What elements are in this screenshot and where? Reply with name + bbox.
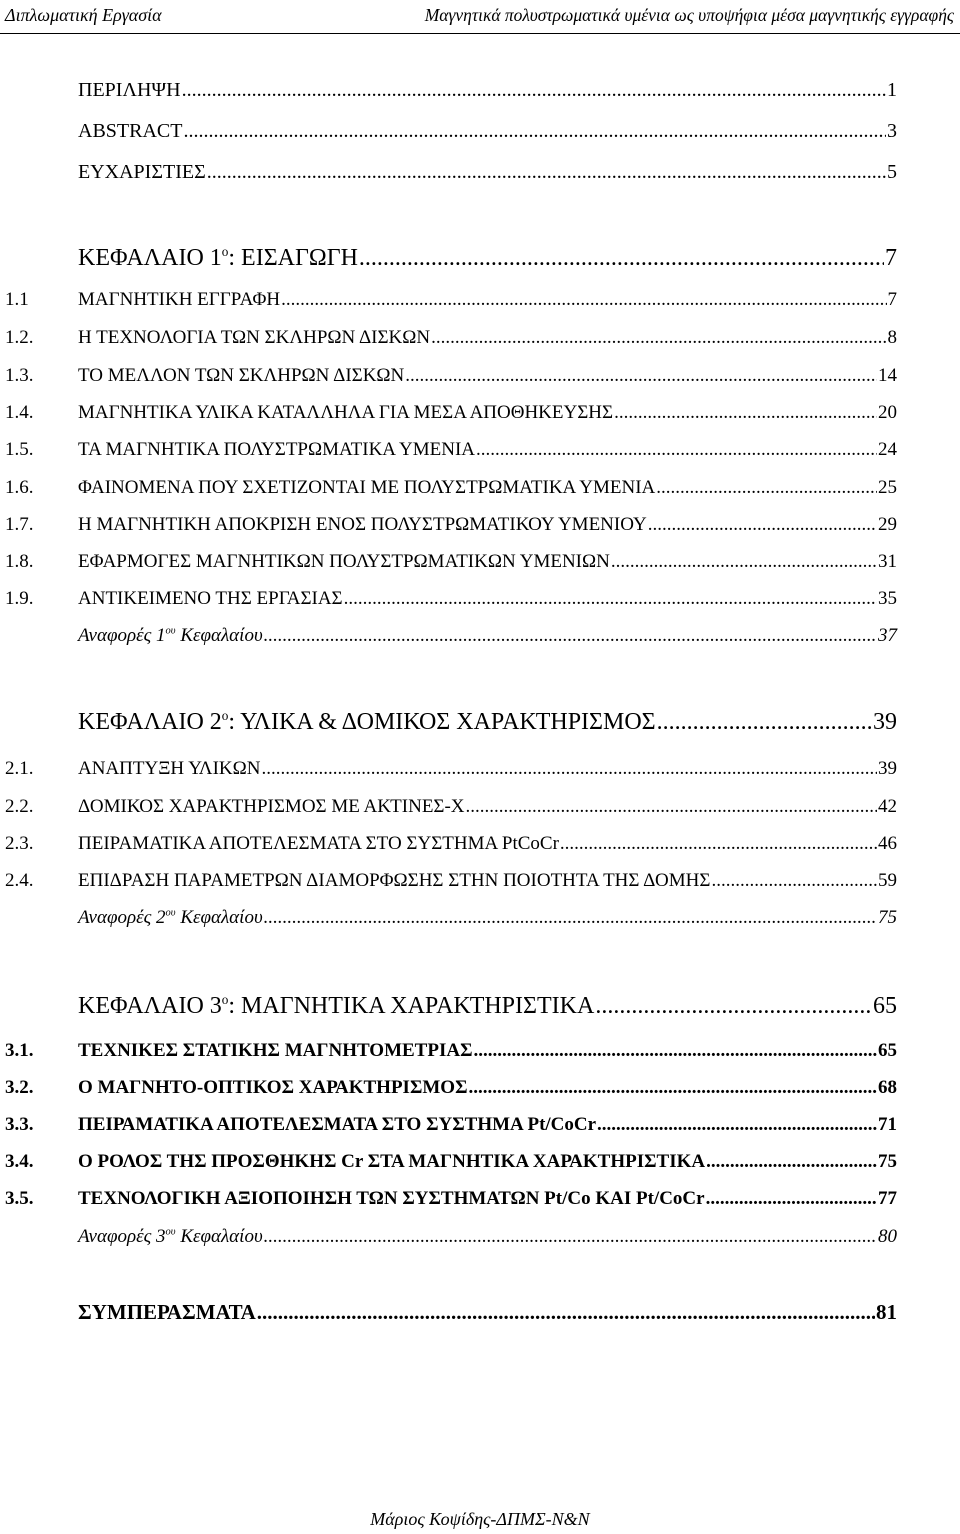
toc-entry-body	[78, 241, 897, 275]
header-thesis-title: Μαγνητικά πολυστρωματικά υμένια ως υποψήφια μέσα μαγνητικής εγγραφής	[424, 5, 954, 25]
toc-entry-title	[78, 1223, 263, 1251]
toc-entry-number: 3.1.	[5, 1040, 34, 1061]
toc-entry-body	[78, 436, 897, 464]
toc-entry-title	[78, 286, 280, 314]
toc-entry-body	[78, 399, 897, 427]
toc-entry-title-text: ΑΝΑΠΤΥΞΗ ΥΛΙΚΩΝ	[78, 758, 261, 779]
toc-entry-leader-dots	[182, 76, 886, 104]
toc-entry-title	[78, 1298, 256, 1326]
toc-entry-body	[78, 1074, 897, 1102]
toc-entry-ordinal-suffix: ο	[221, 244, 229, 259]
toc-entry-body	[78, 76, 897, 104]
toc-entry-leader-dots	[469, 1074, 877, 1102]
toc-entry-title-text: ΜΑΓΝΗΤΙΚΗ ΕΓΓΡΑΦΗ	[78, 289, 281, 310]
toc-entry[interactable]	[0, 585, 960, 613]
header-divider	[0, 33, 960, 34]
toc-entry-page-number: 25	[878, 477, 897, 498]
toc-entry-title-text: ΔΟΜΙΚΟΣ ΧΑΡΑΚΤΗΡΙΣΜΟΣ ΜΕ ΑΚΤΙΝΕΣ-Χ	[78, 796, 465, 817]
toc-entry-leader-dots	[264, 1223, 877, 1251]
toc-entry[interactable]	[0, 511, 960, 539]
toc-entry-ordinal-suffix: ου	[165, 625, 176, 637]
toc-entry-page-number: 65	[873, 993, 897, 1019]
toc-entry[interactable]	[0, 158, 960, 186]
toc-entry-number: 1.2.	[5, 327, 34, 348]
toc-entry[interactable]	[0, 548, 960, 576]
toc-entry-page-number: 80	[878, 1226, 897, 1247]
toc-entry-number: 1.1	[5, 289, 29, 310]
toc-entry-title	[78, 830, 559, 858]
toc-entry-number: 1.6.	[5, 477, 34, 498]
toc-entry-body	[78, 1298, 897, 1326]
toc-entry-body	[78, 1223, 897, 1251]
toc-entry-title-text: ΚΕΦΑΛΑΙΟ 1	[78, 245, 222, 271]
toc-entry-title-rest: Κεφαλαίου	[175, 1226, 263, 1247]
toc-entry-leader-dots	[264, 622, 877, 650]
toc-entry[interactable]	[0, 436, 960, 464]
toc-entry-title-text: Αναφορές 1	[78, 625, 166, 646]
toc-entry-body	[78, 474, 897, 502]
toc-entry-title-text: ΚΕΦΑΛΑΙΟ 3	[78, 993, 222, 1019]
toc-entry-leader-dots	[257, 1298, 875, 1326]
toc-entry-page-number: 20	[878, 402, 897, 423]
toc-entry-body	[78, 362, 897, 390]
toc-entry-page-number: 31	[878, 551, 897, 572]
toc-entry-leader-dots	[207, 158, 886, 186]
toc-entry[interactable]	[0, 1074, 960, 1102]
toc-entry-title	[78, 1148, 705, 1176]
toc-entry-page-number: 59	[878, 870, 897, 891]
toc-entry-title-text: ΕΥΧΑΡΙΣΤΙΕΣ	[78, 161, 206, 183]
toc-entry-title	[78, 548, 610, 576]
toc-entry-leader-dots	[344, 585, 877, 613]
toc-entry-body	[78, 1185, 897, 1213]
toc-entry-number: 3.4.	[5, 1151, 34, 1172]
toc-entry-title-text: Η ΜΑΓΝΗΤΙΚΗ ΑΠΟΚΡΙΣΗ ΕΝΟΣ ΠΟΛΥΣΤΡΩΜΑΤΙΚΟΥ ΥΜΕΝΙΟΥ	[78, 514, 647, 535]
toc-entry-title-rest: Κεφαλαίου	[175, 907, 263, 928]
toc-entry[interactable]	[0, 755, 960, 783]
toc-entry-page-number: 5	[887, 161, 897, 183]
toc-entry-leader-dots	[597, 1111, 877, 1139]
toc-entry[interactable]	[0, 867, 960, 895]
toc-entry-leader-dots	[560, 830, 877, 858]
toc-entry-title-text: ΣΥΜΠΕΡΑΣΜΑΤΑ	[78, 1300, 256, 1324]
toc-entry-page-number: 77	[878, 1188, 897, 1209]
toc-entry-title	[78, 904, 263, 932]
toc-entry[interactable]	[0, 324, 960, 352]
toc-entry-leader-dots	[183, 117, 886, 145]
toc-entry[interactable]	[0, 362, 960, 390]
toc-entry-body	[78, 622, 897, 650]
toc-entry-page-number: 7	[885, 245, 897, 271]
toc-entry-leader-dots	[706, 1185, 877, 1213]
toc-entry-number: 1.4.	[5, 402, 34, 423]
toc-entry-body	[78, 1111, 897, 1139]
toc-entry-page-number: 1	[887, 79, 897, 101]
toc-entry-leader-dots	[711, 867, 877, 895]
toc-entry-ordinal-suffix: ου	[165, 1226, 176, 1238]
toc-entry-body	[78, 755, 897, 783]
toc-entry-title	[78, 399, 613, 427]
toc-entry-page-number: 29	[878, 514, 897, 535]
toc-entry-number: 3.2.	[5, 1077, 34, 1098]
toc-entry-title	[78, 1074, 468, 1102]
toc-entry-title-text: ΜΑΓΝΗΤΙΚΑ ΥΛΙΚΑ ΚΑΤΑΛΛΗΛΑ ΓΙΑ ΜΕΣΑ ΑΠΟΘΗΚΕΥΣΗΣ	[78, 402, 614, 423]
toc-entry[interactable]	[0, 76, 960, 104]
toc-entry-page-number: 75	[878, 907, 897, 928]
toc-entry-leader-dots	[657, 705, 872, 739]
toc-entry-leader-dots	[466, 793, 877, 821]
toc-entry-page-number: 75	[878, 1151, 897, 1172]
toc-entry[interactable]	[0, 705, 960, 739]
toc-entry-page-number: 39	[873, 709, 897, 735]
toc-entry-body	[78, 705, 897, 739]
toc-entry-body	[78, 1148, 897, 1176]
toc-entry[interactable]	[0, 1148, 960, 1176]
toc-entry-number: 2.1.	[5, 758, 34, 779]
toc-entry-page-number: 37	[878, 625, 897, 646]
toc-entry-title-text: Αναφορές 2	[78, 907, 166, 928]
toc-entry-number: 2.4.	[5, 870, 34, 891]
toc-entry-body	[78, 867, 897, 895]
toc-entry-title	[78, 117, 182, 145]
page-footer-author: Μάριος Κοψίδης-ΔΠΜΣ-Ν&Ν	[370, 1509, 590, 1529]
toc-entry-body	[78, 117, 897, 145]
toc-entry-title	[78, 158, 206, 186]
toc-entry-body	[78, 904, 897, 932]
toc-entry-page-number: 8	[887, 327, 897, 348]
toc-entry-title-text: Ο ΜΑΓΝΗΤΟ-ΟΠΤΙΚΟΣ ΧΑΡΑΚΤΗΡΙΣΜΟΣ	[78, 1077, 468, 1098]
toc-entry-leader-dots	[595, 989, 872, 1023]
toc-entry-number: 1.9.	[5, 588, 34, 609]
toc-entry-leader-dots	[474, 1037, 877, 1065]
toc-entry-title-text: ΤΕΧΝΙΚΕΣ ΣΤΑΤΙΚΗΣ ΜΑΓΝΗΤΟΜΕΤΡΙΑΣ	[78, 1040, 473, 1061]
toc-entry-title-text: Ο ΡΟΛΟΣ ΤΗΣ ΠΡΟΣΘΗΚΗΣ Cr ΣΤΑ ΜΑΓΝΗΤΙΚΑ ΧΑΡΑΚΤΗΡΙΣΤΙΚΑ	[78, 1151, 706, 1172]
toc-entry-leader-dots	[706, 1148, 877, 1176]
toc-entry-number: 2.3.	[5, 833, 34, 854]
toc-entry-page-number: 65	[878, 1040, 897, 1061]
toc-entry-page-number: 24	[878, 439, 897, 460]
toc-entry-body	[78, 158, 897, 186]
toc-entry-page-number: 14	[878, 365, 897, 386]
toc-entry-leader-dots	[656, 474, 877, 502]
toc-entry-title-text: Αναφορές 3	[78, 1226, 166, 1247]
toc-entry-page-number: 35	[878, 588, 897, 609]
toc-entry-leader-dots	[476, 436, 877, 464]
toc-entry-page-number: 71	[878, 1114, 897, 1135]
toc-entry[interactable]	[0, 622, 960, 650]
toc-entry-title	[78, 362, 404, 390]
toc-entry-title-text: ΠΕΙΡΑΜΑΤΙΚΑ ΑΠΟΤΕΛΕΣΜΑΤΑ ΣΤΟ ΣΥΣΤΗΜΑ Pt/CoCr	[78, 1114, 597, 1135]
toc-entry-title	[78, 1111, 596, 1139]
toc-entry-title-text: ΚΕΦΑΛΑΙΟ 2	[78, 709, 222, 735]
toc-entry-leader-dots	[648, 511, 877, 539]
toc-entry-page-number: 39	[878, 758, 897, 779]
toc-entry[interactable]	[0, 1298, 960, 1326]
toc-entry[interactable]	[0, 1223, 960, 1251]
toc-entry-title	[78, 1037, 473, 1065]
toc-entry-title	[78, 755, 260, 783]
toc-entry-number: 1.3.	[5, 365, 34, 386]
toc-entry[interactable]	[0, 793, 960, 821]
toc-entry[interactable]	[0, 830, 960, 858]
toc-entry-ordinal-suffix: ου	[165, 907, 176, 919]
toc-entry-title	[78, 622, 263, 650]
toc-entry-title	[78, 474, 655, 502]
toc-entry-page-number: 68	[878, 1077, 897, 1098]
toc-entry-title	[78, 436, 475, 464]
toc-entry-title	[78, 989, 594, 1023]
toc-entry-page-number: 46	[878, 833, 897, 854]
toc-entry-title-text: ΕΦΑΡΜΟΓΕΣ ΜΑΓΝΗΤΙΚΩΝ ΠΟΛΥΣΤΡΩΜΑΤΙΚΩΝ ΥΜΕΝΙΩΝ	[78, 551, 610, 572]
toc-entry-body	[78, 585, 897, 613]
toc-entry-page-number: 81	[876, 1300, 897, 1324]
toc-entry[interactable]	[0, 989, 960, 1023]
toc-entry-body	[78, 793, 897, 821]
toc-entry-leader-dots	[431, 324, 886, 352]
toc-entry-title	[78, 511, 647, 539]
toc-entry-title	[78, 585, 343, 613]
toc-entry-title	[78, 241, 358, 275]
toc-entry-ordinal-suffix: ο	[221, 992, 229, 1007]
toc-entry-number: 3.3.	[5, 1114, 34, 1135]
toc-entry-title-text: ΕΠΙΔΡΑΣΗ ΠΑΡΑΜΕΤΡΩΝ ΔΙΑΜΟΡΦΩΣΗΣ ΣΤΗΝ ΠΟΙΟΤΗΤΑ ΤΗΣ ΔΟΜΗΣ	[78, 870, 711, 891]
toc-entry[interactable]	[0, 1111, 960, 1139]
toc-entry-title	[78, 705, 656, 739]
toc-entry[interactable]	[0, 1037, 960, 1065]
toc-entry-ordinal-suffix: ο	[221, 708, 229, 723]
toc-entry-number: 1.8.	[5, 551, 34, 572]
toc-entry-title-rest: : ΥΛΙΚΑ & ΔΟΜΙΚΟΣ ΧΑΡΑΚΤΗΡΙΣΜΟΣ	[228, 709, 656, 735]
toc-entry[interactable]	[0, 241, 960, 275]
toc-entry-leader-dots	[405, 362, 877, 390]
toc-entry-number: 1.7.	[5, 514, 34, 535]
toc-entry[interactable]	[0, 474, 960, 502]
toc-entry-leader-dots	[281, 286, 886, 314]
toc-entry-title	[78, 793, 465, 821]
toc-entry-leader-dots	[261, 755, 877, 783]
toc-entry-body	[78, 511, 897, 539]
toc-entry-title-text: ABSTRACT	[78, 120, 183, 142]
toc-entry[interactable]	[0, 904, 960, 932]
toc-entry-title-text: ΠΕΙΡΑΜΑΤΙΚΑ ΑΠΟΤΕΛΕΣΜΑΤΑ ΣΤΟ ΣΥΣΤΗΜΑ PtCoCr	[78, 833, 559, 854]
toc-entry-leader-dots	[614, 399, 877, 427]
header-thesis-type: Διπλωματική Εργασία	[5, 5, 162, 25]
toc-entry-title	[78, 867, 710, 895]
toc-entry[interactable]	[0, 1185, 960, 1213]
toc-entry-title-text: ΑΝΤΙΚΕΙΜΕΝΟ ΤΗΣ ΕΡΓΑΣΙΑΣ	[78, 588, 343, 609]
toc-entry-page-number: 42	[878, 796, 897, 817]
toc-entry-number: 3.5.	[5, 1188, 34, 1209]
toc-entry-number: 1.5.	[5, 439, 34, 460]
toc-entry-page-number: 7	[887, 289, 897, 310]
toc-entry[interactable]	[0, 399, 960, 427]
toc-entry-leader-dots	[264, 904, 877, 932]
toc-entry-title-rest: : ΜΑΓΝΗΤΙΚΑ ΧΑΡΑΚΤΗΡΙΣΤΙΚΑ	[228, 993, 595, 1019]
toc-entry-body	[78, 548, 897, 576]
toc-entry-body	[78, 324, 897, 352]
toc-entry-leader-dots	[359, 241, 884, 275]
toc-entry-title-text: ΤΟ ΜΕΛΛΟΝ ΤΩΝ ΣΚΛΗΡΩΝ ΔΙΣΚΩΝ	[78, 365, 405, 386]
toc-entry[interactable]	[0, 117, 960, 145]
toc-entry-title	[78, 76, 181, 104]
toc-entry-body	[78, 989, 897, 1023]
toc-entry-number: 2.2.	[5, 796, 34, 817]
toc-entry-title-text: ΤΑ ΜΑΓΝΗΤΙΚΑ ΠΟΛΥΣΤΡΩΜΑΤΙΚΑ ΥΜΕΝΙΑ	[78, 439, 476, 460]
toc-entry-title-text: ΦΑΙΝΟΜΕΝΑ ΠΟΥ ΣΧΕΤΙΖΟΝΤΑΙ ΜΕ ΠΟΛΥΣΤΡΩΜΑΤΙΚΑ ΥΜΕΝΙΑ	[78, 477, 656, 498]
toc-entry-title-text: ΤΕΧΝΟΛΟΓΙΚΗ ΑΞΙΟΠΟΙΗΣΗ ΤΩΝ ΣΥΣΤΗΜΑΤΩΝ Pt/Co ΚΑΙ Pt/CoCr	[78, 1188, 705, 1209]
toc-entry-body	[78, 1037, 897, 1065]
toc-entry-title-rest: Κεφαλαίου	[175, 625, 263, 646]
toc-entry-title-rest: : ΕΙΣΑΓΩΓΗ	[228, 245, 358, 271]
toc-entry-title-text: Η ΤΕΧΝΟΛΟΓΙΑ ΤΩΝ ΣΚΛΗΡΩΝ ΔΙΣΚΩΝ	[78, 327, 431, 348]
toc-entry-body	[78, 286, 897, 314]
toc-entry-body	[78, 830, 897, 858]
toc-entry[interactable]	[0, 286, 960, 314]
toc-entry-title-text: ΠΕΡΙΛΗΨΗ	[78, 79, 181, 101]
toc-entry-page-number: 3	[887, 120, 897, 142]
toc-entry-title	[78, 324, 430, 352]
toc-entry-leader-dots	[611, 548, 877, 576]
toc-entry-title	[78, 1185, 705, 1213]
